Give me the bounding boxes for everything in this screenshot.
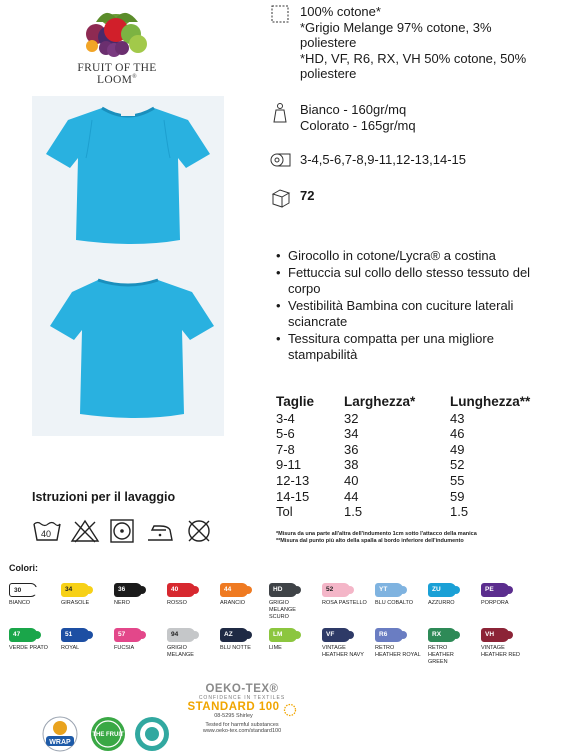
color-code: YT bbox=[375, 583, 403, 597]
color-swatch[interactable] bbox=[167, 583, 213, 607]
color-swatch[interactable] bbox=[428, 583, 474, 607]
color-name: VINTAGE HEATHER RED bbox=[481, 645, 521, 658]
color-swatch[interactable] bbox=[269, 583, 315, 620]
color-name: VINTAGE HEATHER NAVY bbox=[322, 645, 364, 658]
color-swatch[interactable] bbox=[167, 628, 213, 659]
width-cell: 1.5 bbox=[344, 504, 363, 520]
size-cell: 14-15 bbox=[276, 488, 310, 504]
sizes-line: 3-4,5-6,7-8,9-11,12-13,14-15 bbox=[300, 152, 466, 167]
length-cell: 49 bbox=[450, 441, 465, 457]
tape-measure-icon bbox=[270, 152, 300, 174]
oeko-tex-label bbox=[178, 683, 306, 734]
no-dry-clean-icon bbox=[184, 518, 214, 544]
color-swatch[interactable] bbox=[114, 628, 160, 652]
size-row bbox=[276, 473, 550, 489]
footnote-line: *Misura da una parte all'altra dell'indumento 1cm sotto l'attacco della manica bbox=[276, 531, 477, 537]
color-swatch[interactable] bbox=[428, 628, 474, 665]
color-name: BLU COBALTO bbox=[375, 600, 414, 606]
color-code: 44 bbox=[220, 583, 248, 597]
size-footnotes bbox=[276, 531, 556, 545]
tshirt-back-image bbox=[32, 272, 224, 432]
color-name: AZZURRO bbox=[428, 600, 455, 606]
fruit-badge bbox=[88, 714, 128, 754]
color-name: GIRASOLE bbox=[61, 600, 90, 606]
weight-line: Colorato - 165gr/mq bbox=[300, 117, 416, 133]
size-row bbox=[276, 426, 550, 442]
feature-item: • Tessitura compatta per una migliore stampabilità bbox=[274, 331, 559, 363]
wash-temp-label: 40 bbox=[41, 529, 52, 539]
size-row bbox=[276, 489, 550, 505]
color-swatch[interactable] bbox=[220, 628, 266, 652]
box-icon bbox=[270, 188, 300, 210]
color-name: RETRO HEATHER GREEN bbox=[428, 645, 454, 665]
color-code: 34 bbox=[61, 583, 89, 597]
color-code: VF bbox=[322, 628, 350, 642]
color-swatch[interactable] bbox=[322, 628, 368, 659]
color-name: RETRO HEATHER ROYAL bbox=[375, 645, 421, 658]
weight-spec bbox=[270, 102, 416, 133]
color-code: 51 bbox=[61, 628, 89, 642]
width-cell: 38 bbox=[344, 457, 359, 473]
feature-list bbox=[274, 248, 559, 364]
oeko-url: www.oeko-tex.com/standard100 bbox=[202, 728, 282, 734]
footnote-line: **Misura dal punto più alto della spalla al bordo inferiore dell'indumento bbox=[276, 538, 464, 544]
length-cell: 43 bbox=[450, 410, 465, 426]
oeko-brand: OEKO-TEX® bbox=[205, 683, 279, 695]
colors-title: Colori: bbox=[9, 563, 38, 573]
color-name: ARANCIO bbox=[220, 600, 246, 606]
width-cell: 34 bbox=[344, 426, 359, 442]
length-cell: 55 bbox=[450, 472, 465, 488]
size-cell: 7-8 bbox=[276, 441, 295, 457]
fabric-line: *Grigio Melange 97% cotone, 3% bbox=[300, 19, 492, 35]
color-code: ZU bbox=[428, 583, 456, 597]
size-row bbox=[276, 442, 550, 458]
color-swatch[interactable] bbox=[375, 583, 421, 607]
size-cell: 12-13 bbox=[276, 472, 310, 488]
width-header: Larghezza* bbox=[344, 394, 416, 409]
brand-name: FRUIT OF THE LOOM® bbox=[77, 62, 157, 86]
color-swatch[interactable] bbox=[269, 628, 315, 652]
feature-item: • Vestibilità Bambina con cuciture laterali sciancrate bbox=[274, 298, 559, 330]
color-code: RX bbox=[428, 628, 456, 642]
color-name: NERO bbox=[114, 600, 130, 606]
oeko-standard: STANDARD 100 bbox=[187, 701, 280, 713]
weight-line: Bianco - 160gr/mq bbox=[300, 102, 407, 117]
color-code: 47 bbox=[9, 628, 37, 642]
fabric-line: 100% cotone* bbox=[300, 4, 381, 19]
size-table bbox=[276, 394, 550, 520]
color-swatch[interactable] bbox=[9, 583, 55, 607]
color-swatch[interactable] bbox=[9, 628, 55, 652]
wash-40-icon bbox=[32, 518, 62, 544]
weight-icon bbox=[270, 102, 300, 124]
color-name: ROYAL bbox=[61, 645, 80, 651]
color-name: ROSA PASTELLO bbox=[322, 600, 367, 606]
oeko-tagline: CONFIDENCE IN TEXTILES bbox=[198, 695, 286, 701]
color-code: PE bbox=[481, 583, 509, 597]
color-code: HD bbox=[269, 583, 297, 597]
pack-spec bbox=[270, 188, 314, 210]
feature-item: • Girocollo in cotone/Lycra® a costina bbox=[274, 248, 559, 264]
oeko-sun-icon bbox=[283, 703, 297, 717]
color-code: 40 bbox=[167, 583, 195, 597]
wrap-certification-badge bbox=[40, 714, 80, 754]
size-row bbox=[276, 411, 550, 427]
color-swatch[interactable] bbox=[322, 583, 368, 607]
no-bleach-icon bbox=[70, 518, 100, 544]
brand-logo bbox=[62, 4, 172, 86]
size-row bbox=[276, 457, 550, 473]
wrap-label: WRAP bbox=[49, 739, 71, 746]
color-name: ROSSO bbox=[167, 600, 187, 606]
size-header: Taglie bbox=[276, 394, 315, 409]
color-name: BLU NOTTE bbox=[220, 645, 251, 651]
color-swatch[interactable] bbox=[481, 583, 527, 607]
color-code: 94 bbox=[167, 628, 195, 642]
washing-icons bbox=[32, 518, 214, 544]
feature-item: • Fettuccia sul collo dello stesso tessuto del corpo bbox=[274, 265, 559, 297]
length-cell: 1.5 bbox=[450, 504, 469, 520]
color-code: LM bbox=[269, 628, 297, 642]
tshirt-front-image bbox=[32, 100, 224, 256]
color-swatch[interactable] bbox=[220, 583, 266, 607]
length-header: Lunghezza** bbox=[450, 394, 531, 409]
size-cell: 9-11 bbox=[276, 457, 302, 473]
color-code: 36 bbox=[114, 583, 142, 597]
no-sweatshop-badge bbox=[132, 714, 172, 754]
color-swatch[interactable] bbox=[61, 628, 107, 652]
color-name: BIANCO bbox=[9, 600, 31, 606]
fabric-swatch-icon bbox=[270, 4, 300, 26]
length-cell: 59 bbox=[450, 488, 465, 504]
color-code: 52 bbox=[322, 583, 350, 597]
sizes-spec bbox=[270, 152, 466, 174]
width-cell: 32 bbox=[344, 410, 359, 426]
fruit-cluster-icon bbox=[76, 4, 158, 60]
color-swatch[interactable] bbox=[61, 583, 107, 607]
color-code: 57 bbox=[114, 628, 142, 642]
color-name: VERDE PRATO bbox=[9, 645, 48, 651]
tumble-dry-icon bbox=[108, 518, 138, 544]
product-image-panel bbox=[32, 96, 224, 436]
fabric-line: poliestere bbox=[300, 66, 357, 81]
size-cell: Tol bbox=[276, 504, 293, 520]
oeko-tested: Tested for harmful substances bbox=[205, 722, 279, 728]
color-name: GRIGIO MELANGE bbox=[167, 645, 194, 658]
fabric-spec bbox=[270, 4, 526, 82]
color-name: GRIGIO MELANGE SCURO bbox=[269, 600, 296, 620]
width-cell: 40 bbox=[344, 472, 359, 488]
color-swatch[interactable] bbox=[481, 628, 527, 659]
washing-title: Istruzioni per il lavaggio bbox=[32, 490, 176, 504]
color-name: LIME bbox=[269, 645, 282, 651]
oeko-code: 08-5295 Shirley bbox=[214, 713, 253, 719]
color-name: PORPORA bbox=[481, 600, 509, 606]
fabric-line: *HD, VF, R6, RX, VH 50% cotone, 50% bbox=[300, 50, 527, 66]
color-swatch[interactable] bbox=[375, 628, 421, 659]
length-cell: 46 bbox=[450, 426, 465, 442]
fruit-badge-label: THE FRUIT bbox=[92, 732, 124, 738]
width-cell: 44 bbox=[344, 488, 359, 504]
iron-low-icon bbox=[146, 518, 176, 544]
size-cell: 5-6 bbox=[276, 426, 295, 442]
color-swatch[interactable] bbox=[114, 583, 160, 607]
width-cell: 36 bbox=[344, 441, 359, 457]
color-code: 30 bbox=[9, 583, 37, 597]
fabric-line: poliestere bbox=[300, 35, 357, 50]
length-cell: 52 bbox=[450, 457, 465, 473]
size-row bbox=[276, 504, 550, 520]
pack-quantity: 72 bbox=[300, 188, 315, 203]
color-code: R6 bbox=[375, 628, 403, 642]
color-name: FUCSIA bbox=[114, 645, 135, 651]
color-code: AZ bbox=[220, 628, 248, 642]
color-code: VH bbox=[481, 628, 509, 642]
size-cell: 3-4 bbox=[276, 410, 295, 426]
